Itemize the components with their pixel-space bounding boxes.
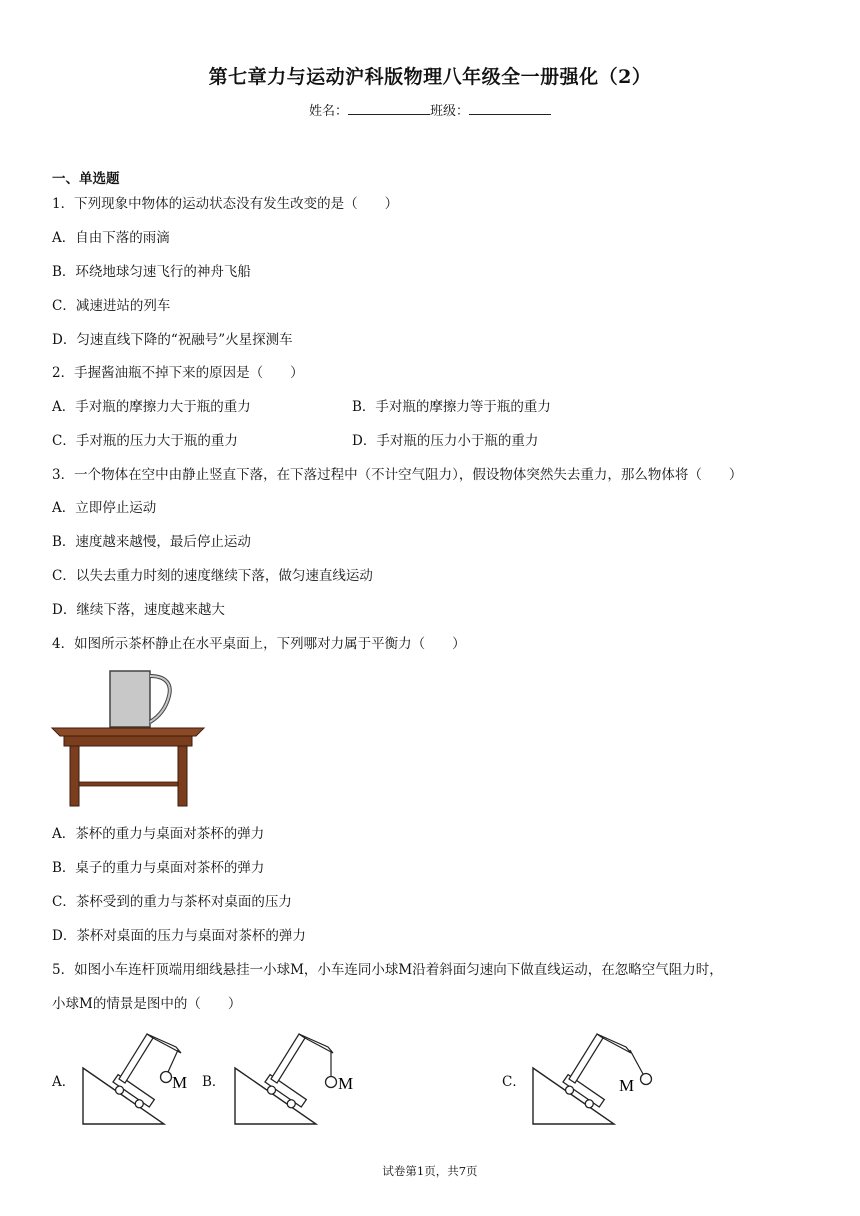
class-label: 班级： [430,104,470,119]
question-2-stem: 2．手握酱油瓶不掉下来的原因是（ ） [52,365,304,381]
figure-a-label: A． [52,1074,76,1090]
question-1-option-b: B．环绕地球匀速飞行的神舟飞船 [52,264,251,280]
question-4-option-b: B．桌子的重力与桌面对茶杯的弹力 [52,860,265,876]
question-2-option-c: C．手对瓶的压力大于瓶的重力 [52,433,238,449]
question-1-option-c: C．减速进站的列车 [52,298,171,314]
ball-m-label: M [338,1074,354,1093]
figure-a-cart-on-incline [80,1025,210,1130]
ball-m-icon [161,1072,172,1083]
section-title: 一、单选题 [52,171,120,187]
question-2-option-d: D．手对瓶的压力小于瓶的重力 [352,433,539,449]
page-footer: 试卷第1页，共7页 [382,1164,478,1178]
question-4-option-c: C．茶杯受到的重力与茶杯对桌面的压力 [52,894,292,910]
student-info-line [0,100,860,119]
ball-m-icon [641,1074,652,1085]
question-3-option-d: D．继续下落，速度越来越大 [52,602,225,618]
teacup-icon [110,671,170,727]
name-blank [348,102,430,115]
page-title: 第七章力与运动沪科版物理八年级全一册强化（2） [208,66,652,88]
question-3-option-a: A．立即停止运动 [52,500,157,516]
ball-m-label: M [619,1076,635,1095]
question-2-option-b: B．手对瓶的摩擦力等于瓶的重力 [352,399,551,415]
cup-on-table-figure [50,668,210,813]
figure-c-label: C． [502,1074,526,1090]
question-5-stem-line-1: 5．如图小车连杆顶端用细线悬挂一小球M，小车连同小球M沿着斜面匀速向下做直线运动，在忽略空气阻力时， [52,962,723,978]
question-3-stem: 3．一个物体在空中由静止竖直下落，在下落过程中（不计空气阻力），假设物体突然失去重力，那么物体将（ ） [52,467,743,483]
ball-m-icon [326,1077,337,1088]
table-icon [52,728,204,806]
question-3-option-b: B．速度越来越慢，最后停止运动 [52,534,251,550]
ball-m-label: M [172,1073,188,1092]
class-blank [469,102,551,115]
figure-b-label: B． [202,1074,226,1090]
question-5-stem-line-2: 小球M的情景是图中的（ ） [52,996,242,1012]
question-1-option-a: A．自由下落的雨滴 [52,230,170,246]
question-4-stem: 4．如图所示茶杯静止在水平桌面上，下列哪对力属于平衡力（ ） [52,636,466,652]
figure-c-cart-on-incline [530,1025,670,1130]
question-1-option-d: D．匀速直线下降的“祝融号”火星探测车 [52,332,293,348]
question-2-option-a: A．手对瓶的摩擦力大于瓶的重力 [52,399,251,415]
figure-b-cart-on-incline [232,1025,372,1130]
question-3-option-c: C．以失去重力时刻的速度继续下落，做匀速直线运动 [52,568,373,584]
question-4-option-a: A．茶杯的重力与桌面对茶杯的弹力 [52,826,265,842]
question-1-stem: 1．下列现象中物体的运动状态没有发生改变的是（ ） [52,196,399,212]
question-4-option-d: D．茶杯对桌面的压力与桌面对茶杯的弹力 [52,928,306,944]
name-label: 姓名： [308,104,348,119]
